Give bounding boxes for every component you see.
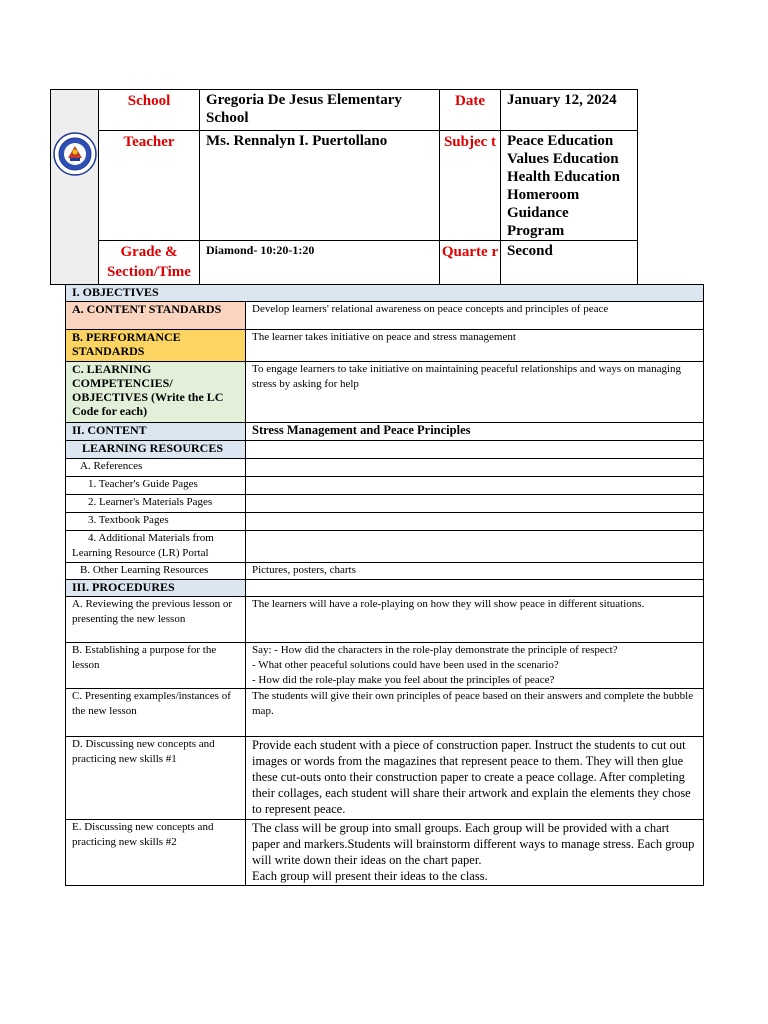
teacher-label-cell	[99, 131, 200, 241]
proc-e-text-2: Each group will present their ideas to the class.	[252, 869, 488, 883]
proc-c-value: The students will give their own principles of peace based on their answers and complete the bubble map.	[246, 689, 704, 737]
other-value: Pictures, posters, charts	[246, 563, 704, 580]
subject-item: Values Education	[507, 151, 619, 167]
lm-empty	[246, 495, 704, 513]
school-value: Gregoria De Jesus Elementary School	[206, 92, 402, 126]
table-row	[66, 423, 704, 441]
subject-item: Guidance	[507, 205, 569, 221]
school-label-cell	[99, 90, 200, 131]
deped-seal-icon	[53, 132, 97, 176]
grade-label-cell	[99, 241, 200, 285]
table-row	[66, 285, 704, 302]
table-row	[66, 531, 704, 563]
competencies-label: C. LEARNING COMPETENCIES/ OBJECTIVES (Write the LC Code for each)	[66, 362, 246, 423]
resources-empty	[246, 441, 704, 459]
proc-e-value	[246, 820, 704, 886]
table-row	[66, 643, 704, 689]
references-empty	[246, 459, 704, 477]
content-standards-label: A. CONTENT STANDARDS	[66, 302, 246, 330]
table-row	[66, 737, 704, 820]
performance-standards-label: B. PERFORMANCE STANDARDS	[66, 330, 246, 362]
table-row	[66, 302, 704, 330]
quarter-label: Quarte r	[441, 244, 499, 260]
table-row	[66, 513, 704, 531]
procedures-heading: III. PROCEDURES	[66, 580, 246, 597]
lm-label: 2. Learner's Materials Pages	[66, 495, 246, 513]
header-table	[50, 89, 638, 285]
school-label: School	[127, 93, 171, 109]
lesson-plan-table	[65, 284, 704, 886]
proc-e-label: E. Discussing new concepts and practicing new skills #2	[66, 820, 246, 886]
subject-item: Health Education	[507, 169, 620, 185]
proc-b-value	[246, 643, 704, 689]
resources-heading: LEARNING RESOURCES	[66, 441, 246, 459]
tg-empty	[246, 477, 704, 495]
tg-label: 1. Teacher's Guide Pages	[66, 477, 246, 495]
objectives-heading: I. OBJECTIVES	[66, 285, 704, 302]
proc-e-text: The class will be group into small groups. Each group will be provided with a chart paper and markers.Students will brainstorm different ways to manage stress. Each group will write down their ideas on the chart paper.	[252, 821, 695, 867]
table-row	[66, 362, 704, 423]
proc-d-value: Provide each student with a piece of construction paper. Instruct the students to cut out images or words from the magazines that represent peace to them. They will then glue these cut-outs onto their construction paper to create a peace collage. After completing their collages, each student will share their artwork and explain the elements they chose to represent peace.	[246, 737, 704, 820]
grade-value-cell	[200, 241, 440, 285]
proc-c-label: C. Presenting examples/instances of the new lesson	[66, 689, 246, 737]
proc-b-line: - What other peaceful solutions could have been used in the scenario?	[252, 659, 559, 671]
table-row	[66, 820, 704, 886]
quarter-label-cell	[440, 241, 501, 285]
table-row	[66, 580, 704, 597]
grade-label: Grade & Section/Time	[107, 244, 191, 280]
proc-b-line: - How did the role-play make you feel about the principles of peace?	[252, 674, 555, 686]
other-label: B. Other Learning Resources	[66, 563, 246, 580]
proc-a-value: The learners will have a role-playing on how they will show peace in different situations.	[246, 597, 704, 643]
quarter-value-cell	[501, 241, 638, 285]
proc-a-label: A. Reviewing the previous lesson or presenting the new lesson	[66, 597, 246, 643]
tb-label: 3. Textbook Pages	[66, 513, 246, 531]
references-label: A. References	[66, 459, 246, 477]
subject-list	[501, 131, 637, 240]
content-value: Stress Management and Peace Principles	[246, 423, 704, 441]
competencies-value: To engage learners to take initiative on maintaining peaceful relationships and ways on managing stress by asking for help	[246, 362, 704, 423]
lr-label-text: 4. Additional Materials from Learning Resource (LR) Portal	[72, 532, 214, 559]
proc-d-label: D. Discussing new concepts and practicing new skills #1	[66, 737, 246, 820]
date-label: Date	[455, 93, 485, 109]
date-value-cell	[501, 90, 638, 131]
subject-label-cell	[440, 131, 501, 241]
teacher-value: Ms. Rennalyn I. Puertollano	[206, 133, 388, 149]
table-row	[66, 441, 704, 459]
table-row	[66, 330, 704, 362]
table-row	[66, 459, 704, 477]
school-value-cell	[200, 90, 440, 131]
performance-standards-value: The learner takes initiative on peace and stress management	[246, 330, 704, 362]
table-row	[66, 495, 704, 513]
grade-value: Diamond- 10:20-1:20	[206, 243, 315, 257]
content-standards-value: Develop learners' relational awareness on peace concepts and principles of peace	[246, 302, 704, 330]
subject-item: Program	[507, 223, 565, 239]
proc-b-line: Say: - How did the characters in the role-play demonstrate the principle of respect?	[252, 644, 618, 656]
table-row	[66, 477, 704, 495]
lr-label	[66, 531, 246, 563]
table-row	[66, 689, 704, 737]
content-heading: II. CONTENT	[66, 423, 246, 441]
lr-empty	[246, 531, 704, 563]
subject-item: Peace Education	[507, 133, 614, 149]
teacher-value-cell	[200, 131, 440, 241]
tb-empty	[246, 513, 704, 531]
date-label-cell	[440, 90, 501, 131]
table-row	[66, 563, 704, 580]
table-row	[66, 597, 704, 643]
subject-value-cell	[501, 131, 638, 241]
subject-label: Subjec t	[443, 134, 497, 150]
date-value: January 12, 2024	[507, 92, 617, 108]
quarter-value: Second	[507, 243, 553, 259]
subject-item: Homeroom	[507, 187, 580, 203]
proc-b-label: B. Establishing a purpose for the lesson	[66, 643, 246, 689]
procedures-empty	[246, 580, 704, 597]
logo-cell	[51, 90, 99, 285]
teacher-label: Teacher	[123, 134, 175, 150]
